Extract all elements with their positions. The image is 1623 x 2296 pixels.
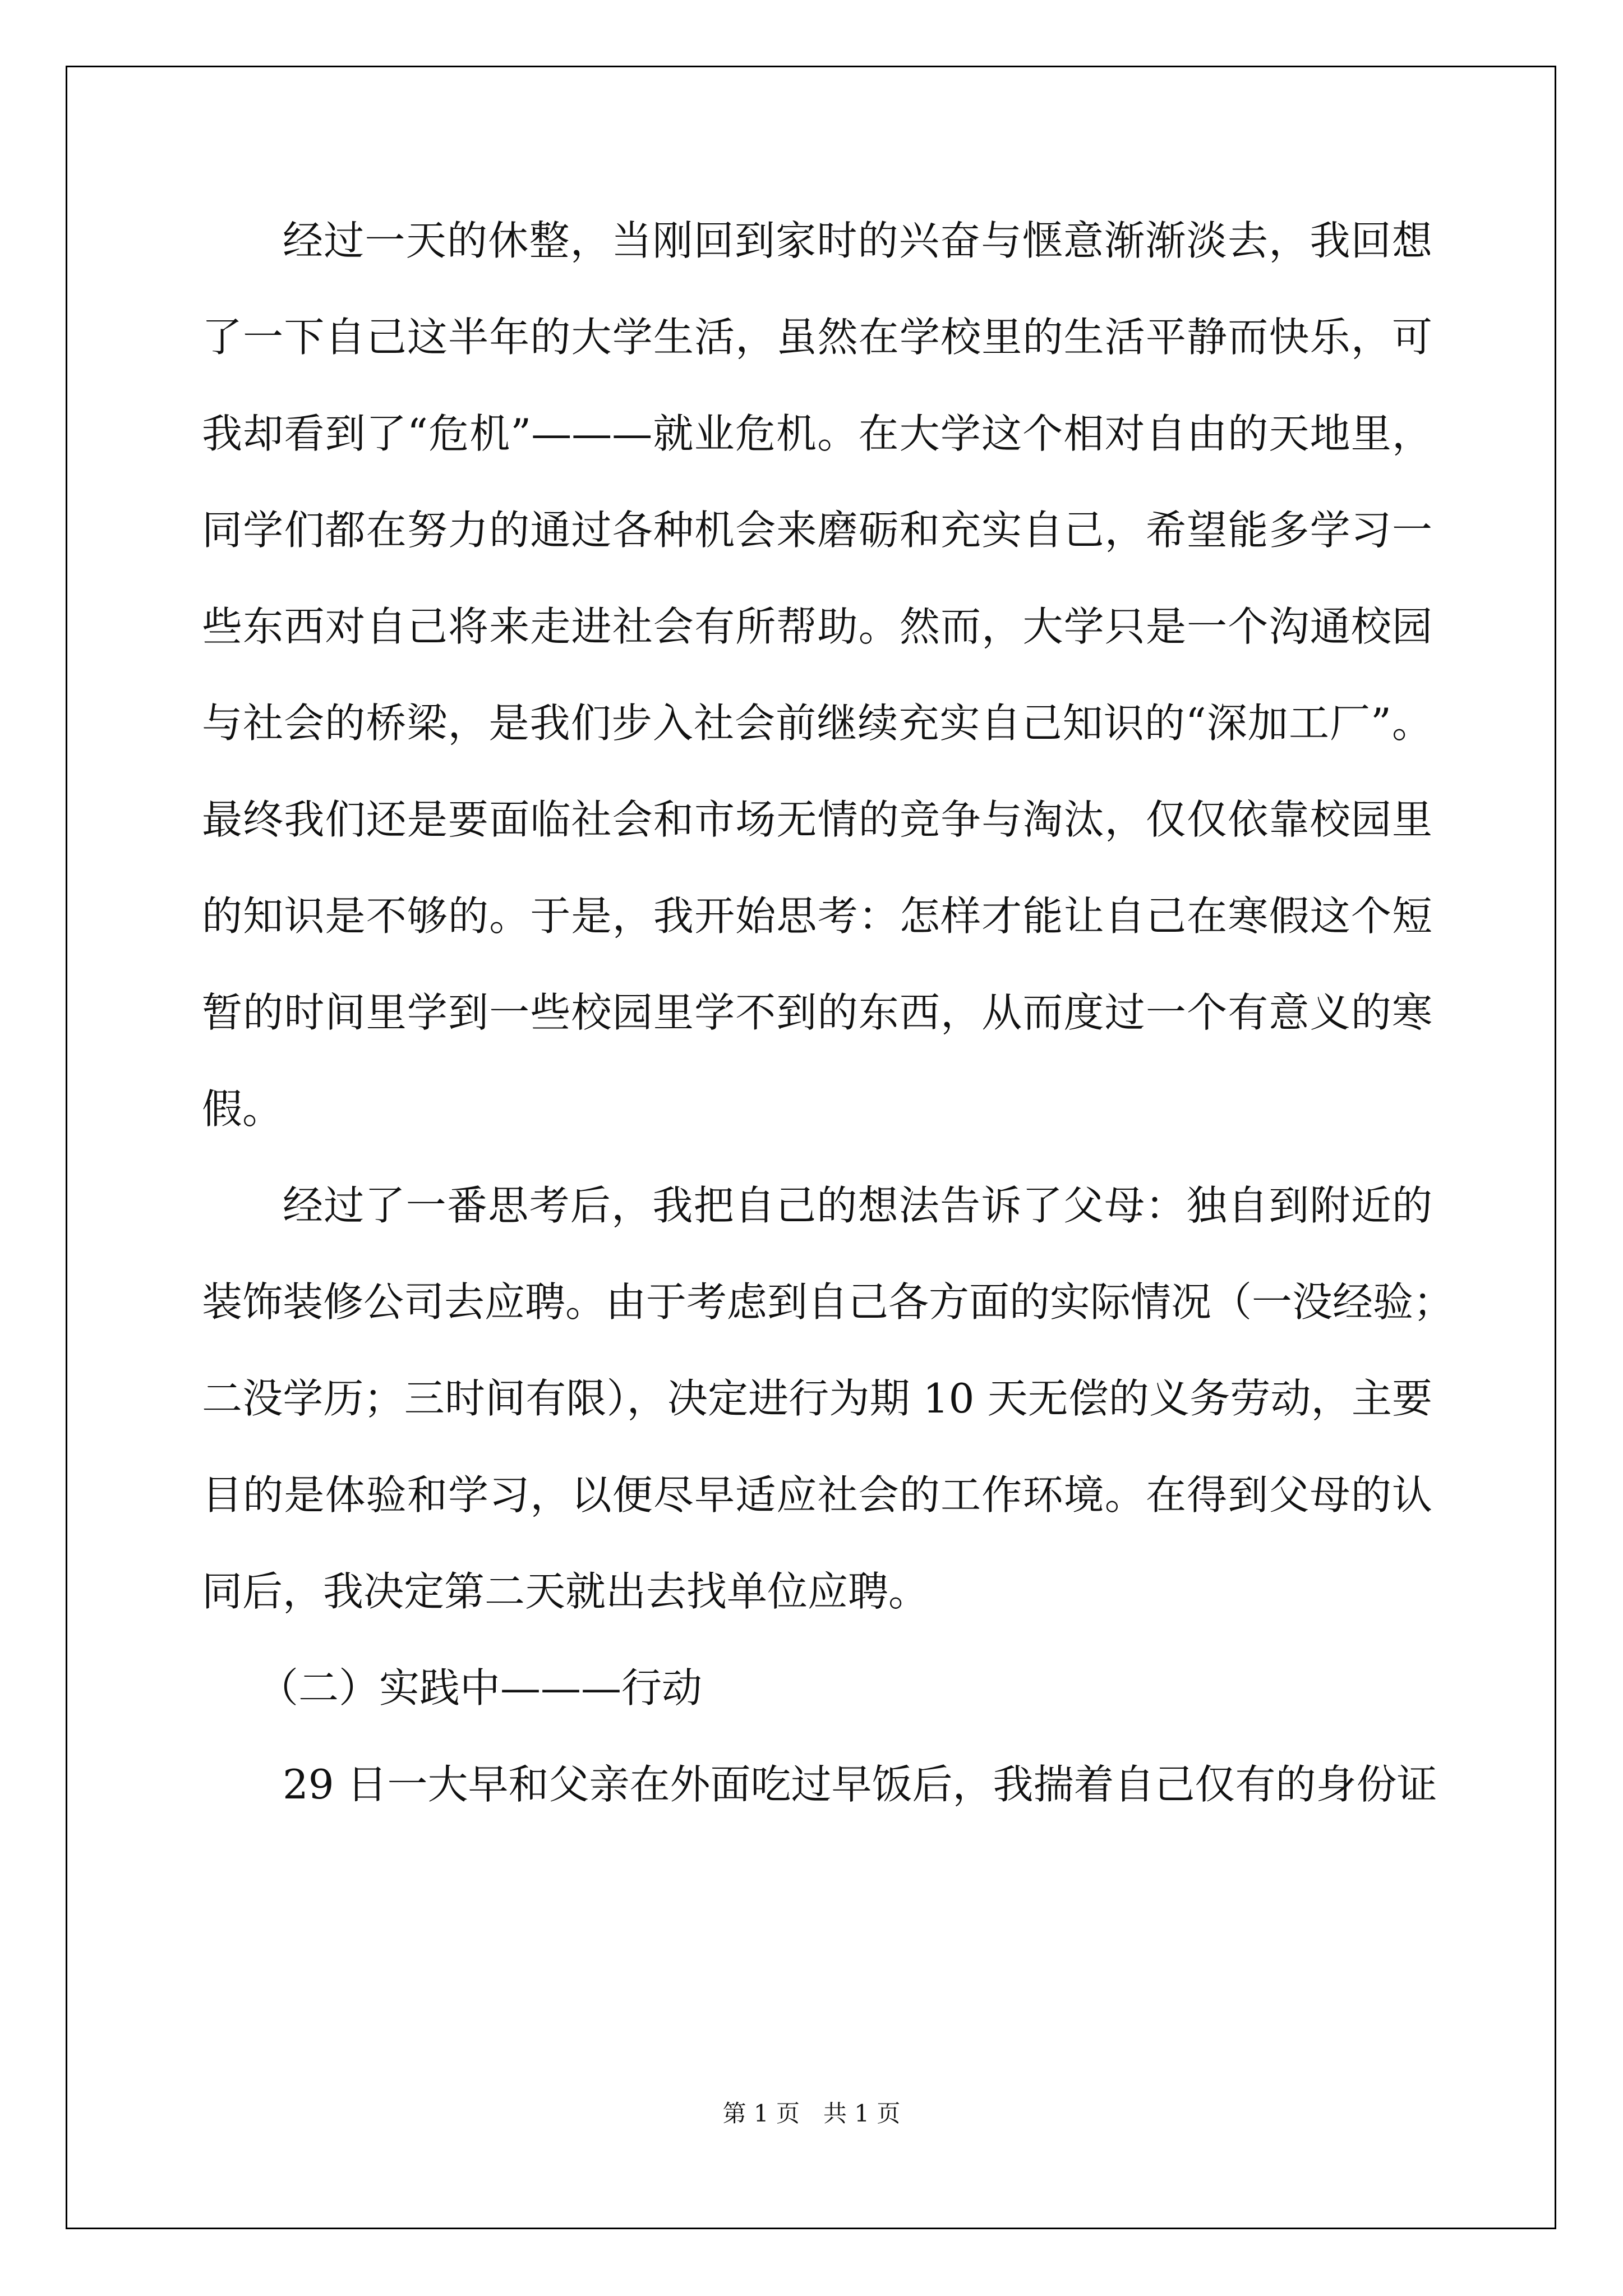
paragraph-1-line-7: 最终我们还是要面临社会和市场无情的竞争与淘汰，仅仅依靠校园里 bbox=[202, 796, 1432, 843]
paragraph-1-line-8: 的知识是不够的。于是，我开始思考：怎样才能让自己在寒假这个短 bbox=[202, 892, 1432, 940]
paragraph-1-line-4: 同学们都在努力的通过各种机会来磨砺和充实自己，希望能多学习一 bbox=[202, 507, 1432, 554]
paragraph-2-line-5: 同后，我决定第二天就出去找单位应聘。 bbox=[202, 1568, 929, 1615]
paragraph-2-line-1: 经过了一番思考后，我把自己的想法告诉了父母：独自到附近的 bbox=[283, 1182, 1432, 1229]
paragraph-1-line-5: 些东西对自己将来走进社会有所帮助。然而，大学只是一个沟通校园 bbox=[202, 603, 1432, 650]
paragraph-1-line-1: 经过一天的休整，当刚回到家时的兴奋与惬意渐渐淡去，我回想 bbox=[283, 217, 1432, 264]
page-footer: 第 1 页 共 1 页 bbox=[722, 2100, 901, 2127]
paragraph-1-line-10: 假。 bbox=[202, 1085, 283, 1133]
paragraph-1-line-3: 我却看到了“危机”———就业危机。在大学这个相对自由的天地里， bbox=[202, 410, 1432, 457]
paragraph-3-line-1: 29 日一大早和父亲在外面吃过早饭后，我揣着自己仅有的身份证 bbox=[283, 1761, 1437, 1808]
paragraph-2-line-3: 二没学历；三时间有限），决定进行为期 10 天无偿的义务劳动，主要 bbox=[202, 1375, 1432, 1422]
paragraph-1-line-9: 暂的时间里学到一些校园里学不到的东西，从而度过一个有意义的寒 bbox=[202, 989, 1432, 1036]
paragraph-2-line-2: 装饰装修公司去应聘。由于考虑到自己各方面的实际情况（一没经验； bbox=[202, 1278, 1454, 1326]
document-body bbox=[202, 217, 1454, 1861]
paragraph-1-line-2: 了一下自己这半年的大学生活，虽然在学校里的生活平静而快乐，可 bbox=[202, 314, 1432, 361]
section-heading: （二）实践中———行动 bbox=[258, 1664, 703, 1711]
paragraph-1-line-6: 与社会的桥梁，是我们步入社会前继续充实自己知识的“深加工厂”。 bbox=[202, 700, 1432, 747]
paragraph-2-line-4: 目的是体验和学习，以便尽早适应社会的工作环境。在得到父母的认 bbox=[202, 1471, 1432, 1519]
